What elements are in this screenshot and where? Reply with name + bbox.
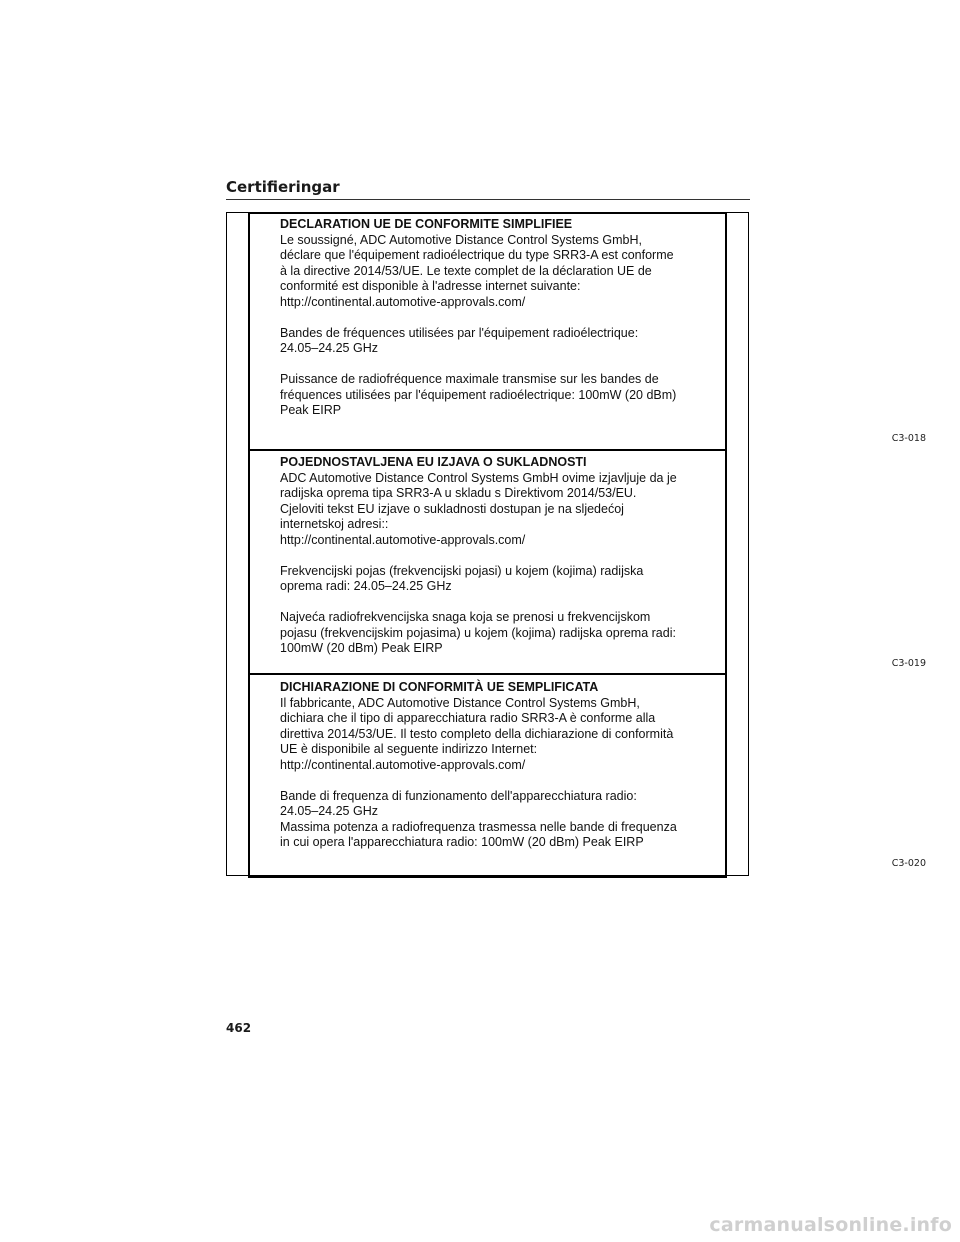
- certificate-paragraph: ADC Automotive Distance Control Systems GmbH ovime izjavljuje da je radijska oprema tipa SRR3-A u skladu s Direktivom 2014/53/EU. Cjeloviti tekst EU izjave o sukladnosti dostupan je na sljedećoj internetskoj adresi:: http://continental.automotive-approvals.com/: [280, 470, 677, 547]
- title-rule: [226, 199, 750, 200]
- certificate-paragraph: Bandes de fréquences utilisées par l'équipement radioélectrique: 24.05–24.25 GHz: [280, 325, 639, 355]
- certificate-fr: [250, 217, 725, 419]
- watermark-text: carmanualsonline.info: [709, 1214, 952, 1236]
- certificate-heading: DECLARATION UE DE CONFORMITE SIMPLIFIEE: [280, 217, 573, 231]
- section-title: Certifieringar: [226, 178, 340, 196]
- certificate-paragraph: Puissance de radiofréquence maximale transmise sur les bandes de fréquences utilisées par l'équipement radioélectrique: 100mW (20 dBm) Peak EIRP: [280, 372, 677, 417]
- certificate-paragraph: Le soussigné, ADC Automotive Distance Control Systems GmbH, déclare que l'équipement radioélectrique du type SRR3-A est conforme à la directive 2014/53/UE. Le texte complet de la déclaration UE de conformité est disponible à l'adresse internet suivante: http://continental.automotive-approvals.com/: [280, 232, 674, 309]
- certificate-paragraph: Bande di frequenza di funzionamento dell'apparecchiatura radio: 24.05–24.25 GHz Massima potenza a radiofrequenza trasmessa nelle bande di frequenza in cui opera l'apparecchiatura radio: 100mW (20 dBm) Peak EIRP: [280, 788, 677, 849]
- certificate-paragraph: Frekvencijski pojas (frekvencijski pojasi) u kojem (kojima) radijska oprema radi: 24.05–24.25 GHz: [280, 563, 644, 593]
- certificate-divider: [248, 673, 727, 675]
- certificate-hr: [250, 455, 725, 657]
- certificate-heading: DICHIARAZIONE DI CONFORMITÀ UE SEMPLIFICATA: [280, 680, 599, 694]
- certificate-divider: [248, 449, 727, 451]
- certificate-code: C3-020: [891, 858, 926, 869]
- certificate-code: C3-018: [891, 433, 926, 444]
- certificate-heading: POJEDNOSTAVLJENA EU IZJAVA O SUKLADNOSTI: [280, 455, 587, 469]
- certificate-it: [250, 680, 725, 851]
- page-number: 462: [226, 1021, 252, 1035]
- certificate-code: C3-019: [891, 658, 926, 669]
- certificate-paragraph: Il fabbricante, ADC Automotive Distance Control Systems GmbH, dichiara che il tipo di apparecchiatura radio SRR3-A è conforme alla direttiva 2014/53/UE. Il testo completo della dichiarazione di conformità UE è disponibile al seguente indirizzo Internet: http://continental.automotive-approvals.com/: [280, 695, 674, 772]
- certificate-paragraph: Najveća radiofrekvencijska snaga koja se prenosi u frekvencijskom pojasu (frekvencijskim pojasima) u kojem (kojima) radijska oprema radi: 100mW (20 dBm) Peak EIRP: [280, 610, 676, 655]
